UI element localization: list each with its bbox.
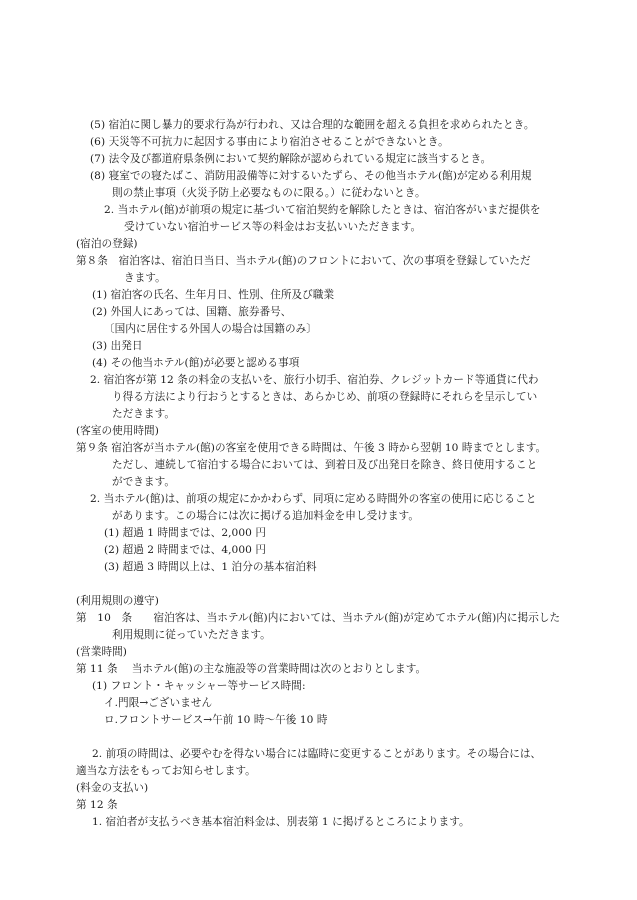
article-11-sub-b: ロ.フロントサービス→午前 10 時～午後 10 時 <box>104 714 328 726</box>
section-heading: (客室の使用時間) <box>76 425 159 437</box>
article-9-para-2: 2. 当ホテル(館)は、前項の規定にかかわらず、同項に定める時間外の客室の使用に応じること <box>90 493 537 505</box>
article-10: 第 10 条 宿泊客は、当ホテル(館)内においては、当ホテル(館)が定めてホテル(館)内に掲示した <box>76 612 561 624</box>
article-10-cont: 利用規則に従っていただきます。 <box>112 629 271 641</box>
article-8-item-1: (1) 宿泊客の氏名、生年月日、性別、住所及び職業 <box>92 289 335 301</box>
para-2-cont: 受けていない宿泊サービス等の料金はお支払いいただきます。 <box>124 221 422 233</box>
article-8-para-2-cont: り得る方法により行おうとするときは、あらかじめ、前項の登録時にそれらを呈示してい <box>112 391 538 403</box>
item-8: (8) 寝室での寝たばこ、消防用設備等に対するいたずら、その他当ホテル(館)が定める利用規 <box>90 170 532 182</box>
section-heading: (利用規則の遵守) <box>76 595 159 607</box>
article-8-item-3: (3) 出発日 <box>92 340 143 352</box>
article-9-cont: ができます。 <box>112 476 176 488</box>
article-9-cont: ただし、連続して宿泊する場合においては、到着日及び出発日を除き、終日使用すること <box>112 459 538 471</box>
article-8-item-4: (4) その他当ホテル(館)が必要と認める事項 <box>92 357 300 369</box>
article-9-item-2: (2) 超過 2 時間までは、4,000 円 <box>104 544 266 556</box>
section-heading: (宿泊の登録) <box>76 238 138 250</box>
item-5: (5) 宿泊に関し暴力的要求行為が行われ、又は合理的な範囲を超える負担を求められたとき。 <box>90 119 535 131</box>
article-12-para-1: 1. 宿泊者が支払うべき基本宿泊料金は、別表第 1 に掲げるところによります。 <box>92 816 470 828</box>
article-9-item-1: (1) 超過 1 時間までは、2,000 円 <box>104 527 266 539</box>
article-12: 第 12 条 <box>76 799 118 811</box>
article-8-cont: きます。 <box>124 272 166 284</box>
article-11: 第 11 条 当ホテル(館)の主な施設等の営業時間は次のとおりとします。 <box>76 663 427 675</box>
article-11-sub-a: イ.門限→ございません <box>104 697 213 709</box>
article-8-para-2: 2. 宿泊客が第 12 条の料金の支払いを、旅行小切手、宿泊券、クレジットカード等通貨に代わ <box>90 374 539 386</box>
article-8-item-2-note: 〔国内に居住する外国人の場合は国籍のみ〕 <box>104 323 317 335</box>
item-7: (7) 法令及び都道府県条例において契約解除が認められている規定に該当するとき。 <box>90 153 492 165</box>
article-11-para-2: 2. 前項の時間は、必要やむを得ない場合には臨時に変更することがあります。その場合には、 <box>92 748 542 760</box>
article-8: 第８条 宿泊客は、宿泊日当日、当ホテル(館)のフロントにおいて、次の事項を登録していただ <box>76 255 531 267</box>
article-9-para-2-cont: があります。この場合には次に掲げる追加料金を申し受けます。 <box>112 510 419 522</box>
article-11-item-1: (1) フロント・キャッシャー等サービス時間: <box>92 680 306 692</box>
article-9-item-3: (3) 超過 3 時間以上は、1 泊分の基本宿泊料 <box>104 561 317 573</box>
article-8-item-2: (2) 外国人にあっては、国籍、旅券番号、 <box>92 306 292 318</box>
section-heading: (料金の支払い) <box>76 782 149 794</box>
section-heading: (営業時間) <box>76 646 127 658</box>
para-2: 2. 当ホテル(館)が前項の規定に基づいて宿泊契約を解除したときは、宿泊客がいまだ提供を <box>104 204 541 216</box>
article-9: 第９条 宿泊客が当ホテル(館)の客室を使用できる時間は、午後 3 時から翌朝 10 時までとします。 <box>76 442 547 454</box>
article-8-para-2-cont: ただきます。 <box>112 408 176 420</box>
item-6: (6) 天災等不可抗力に起因する事由により宿泊させることができないとき。 <box>90 136 449 148</box>
article-11-para-2-cont: 適当な方法をもってお知らせします。 <box>76 765 256 777</box>
item-8-cont: 則の禁止事項（火災予防上必要なものに限る。）に従わないとき。 <box>112 187 426 199</box>
